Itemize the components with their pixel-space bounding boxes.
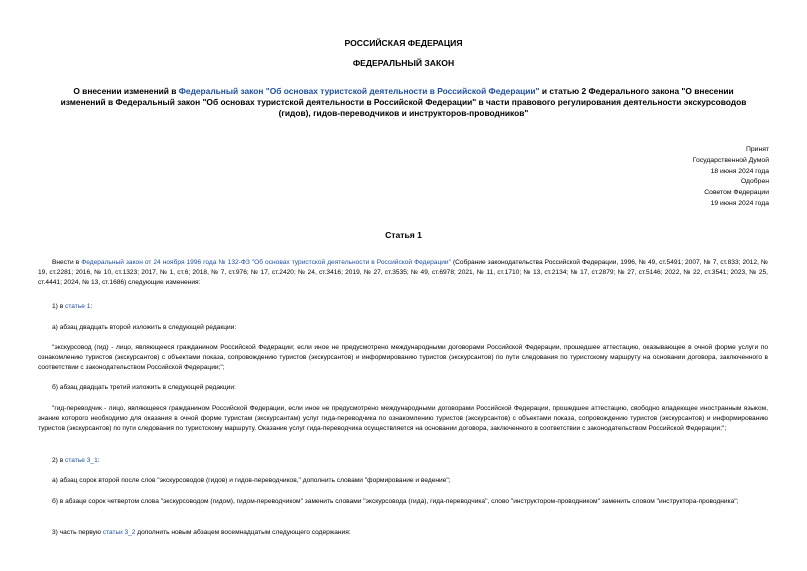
approved-label: Одобрен	[740, 178, 769, 186]
article-title: Статья 1	[385, 230, 422, 240]
item-2b: б) в абзаце сорок четвертом слова "экскурсоводом (гидом), гидом-переводчиком" заменить словами "экскурсовода (гида), гида-переводчика", слово "инструктором-проводником" заменить словом "инструктора-проводника";	[52, 498, 739, 505]
country-heading: РОССИЙСКАЯ ФЕДЕРАЦИЯ	[344, 38, 463, 48]
accepted-label: Принят	[745, 146, 769, 153]
item-2	[38, 456, 768, 466]
item-3-prefix: 3) часть первую	[52, 529, 103, 536]
article-intro	[38, 258, 768, 289]
item-2a: а) абзац сорок второй после слов "экскурсоводов (гидов) и гидов-переводчиков," дополнить словами "формирование и ведение";	[52, 477, 451, 484]
subject-law-link[interactable]: Федеральный закон "Об основах туристской деятельности в Российской Федерации"	[178, 86, 540, 96]
council-date: 19 июня 2024 года	[710, 199, 769, 207]
item-3-suffix: дополнить новым абзацем восемнадцатым следующего содержания:	[135, 529, 351, 536]
item-1b: б) абзац двадцать третий изложить в следующей редакции:	[52, 384, 236, 391]
subject-prefix: О внесении изменений в	[73, 86, 179, 96]
article-3-2-link[interactable]: статьи 3_2	[102, 529, 136, 536]
intro-rest: (Собрание законодательства Российской Федерации, 1996, № 49, ст.5491; 2007, № 7, ст.833; 2012, № 19, ст.2281; 2016, № 10, ст.1323; 2017, № 1, ст.6; 2018, № 7, ст.976; № 17, ст.2420; № 24, ст.3416; 2019, № 27, ст.3535; № 49, ст.6978; 2021, № 11, ст.1710; № 13, ст.2134; № 17, ст.2879; № 27, ст.5146; 2022, № 22, ст.3541; 2023, № 25, ст.4441; 2024, № 13, ст.1686) следующие изменения:	[38, 259, 769, 287]
item-1a-text: "экскурсовод (гид) - лицо, являющееся гражданином Российской Федерации; если иное не предусмотрено международными договорами Российской Федерации, прошедшее аттестацию, оказывающее в очной форме услуги по ознакомлению туристов (экскурсантов) с объектами показа, сопровождению туристов (экскурсантов) и информированию туристов (экскурсантов) по пути следования по туристскому маршруту на основании договора, заключенного в соответствии с законодательством Российской Федерации;";	[38, 344, 768, 372]
subject-remainder: и статью 2 Федерального закона "О внесении изменений в Федеральный закон "Об основах туристской деятельности в Российской Федерации" в части правового регулирования деятельности экскурсоводов (гидов), гидов-переводчиков и инструкторов-проводников"	[60, 86, 747, 118]
article-1-link[interactable]: статье 1	[65, 303, 91, 310]
item-1b-text: "гид-переводчик - лицо, являющееся гражданином Российской Федерации, если иное не предусмотрено международными договорами Российской Федерации, прошедшее аттестацию, свободно владеющее иностранным языком, знание которого необходимо для оказания в очной форме туристам (экскурсантам) услуг гида-переводчика по ознакомлению туристов (экскурсантов) с объектами показа, сопровождению туристов (экскурсантов) и информированию туристов (экскурсантов) по пути следования по туристскому маршруту. Оказание услуг гида-переводчика осуществляется на основании договора, заключенного в соответствии с законодательством Российской Федерации;";	[38, 405, 768, 433]
document-type-heading: ФЕДЕРАЛЬНЫЙ ЗАКОН	[352, 58, 455, 68]
item-1	[38, 302, 768, 312]
state-duma-label: Государственной Думой	[692, 156, 769, 164]
intro-law-link[interactable]: Федеральный закон от 24 ноября 1996 года № 132-ФЗ "Об основах туристской деятельности в Российской Федерации"	[81, 259, 451, 266]
acceptance-block	[569, 145, 769, 210]
item-2-prefix: 2) в	[52, 457, 66, 464]
duma-date: 18 июня 2024 года	[710, 167, 769, 175]
intro-prefix: Внести в	[52, 259, 82, 266]
item-1-suffix: :	[90, 303, 93, 310]
item-1a: а) абзац двадцать второй изложить в следующей редакции:	[52, 324, 237, 331]
article-3-1-link[interactable]: статье 3_1	[65, 457, 98, 464]
item-2-suffix: :	[97, 457, 100, 464]
law-subject-title	[52, 86, 755, 119]
federation-council-label: Советом Федерации	[704, 189, 769, 197]
item-3	[38, 528, 768, 538]
item-1-prefix: 1) в	[52, 303, 66, 310]
